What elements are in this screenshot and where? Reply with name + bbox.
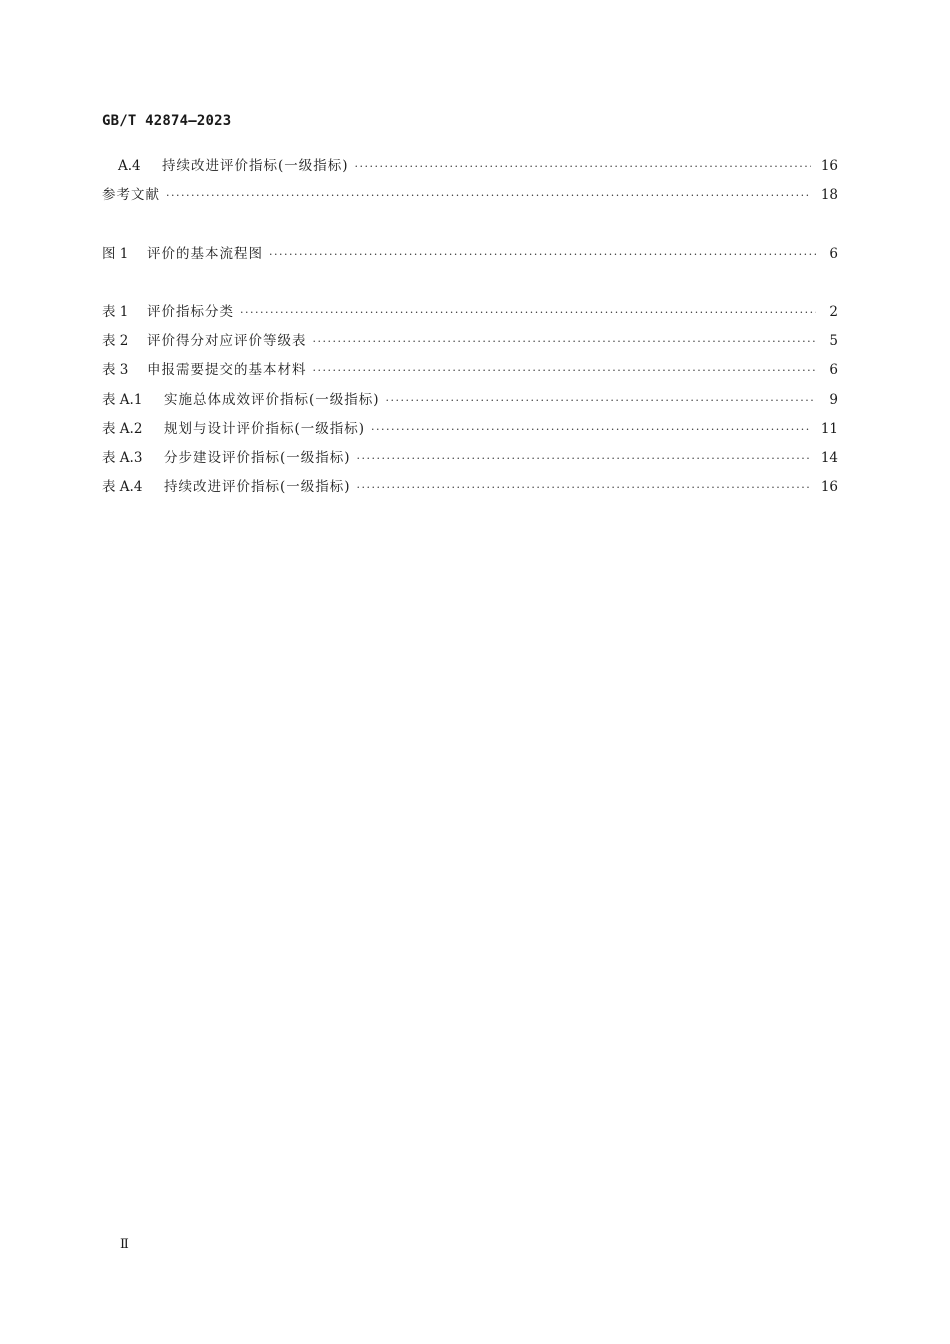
toc-entry-number: 表 A.4 — [102, 479, 143, 496]
toc-entry-references[interactable] — [102, 184, 838, 213]
toc-dot-leader — [357, 448, 811, 470]
toc-entry-page: 9 — [829, 391, 838, 408]
toc-dot-leader — [313, 360, 817, 382]
toc-entry-page: 6 — [829, 245, 838, 262]
toc-entry-figure-1[interactable] — [102, 243, 838, 272]
toc-dot-leader — [386, 390, 816, 412]
toc-entry-number: 表 3 — [102, 362, 129, 379]
toc-entry-title: 实施总体成效评价指标(一级指标) — [164, 391, 380, 408]
toc-dot-leader — [355, 156, 811, 178]
toc-entry-number: A.4 — [118, 158, 141, 174]
toc-dot-leader — [240, 302, 816, 324]
toc-entry-appendix-a4[interactable] — [102, 155, 838, 184]
toc-entry-number: 表 2 — [102, 333, 129, 350]
toc-entry-page: 2 — [829, 303, 838, 320]
toc-entry-title: 持续改进评价指标(一级指标) — [164, 479, 351, 496]
toc-entry-page: 6 — [829, 362, 838, 379]
toc-entry-title: 评价得分对应评价等级表 — [147, 333, 307, 350]
toc-entry-page: 14 — [820, 449, 838, 466]
toc-entry-page: 11 — [820, 420, 838, 437]
toc-entry-number: 表 A.3 — [102, 449, 143, 466]
toc-dot-leader — [269, 244, 816, 266]
document-code: GB/T 42874—2023 — [102, 113, 232, 129]
toc-dot-leader — [166, 185, 811, 207]
toc-entry-table-a4[interactable] — [102, 476, 838, 505]
toc-entry-number: 图 1 — [102, 245, 129, 262]
toc-entry-number: 表 1 — [102, 303, 129, 320]
toc-entry-table-a2[interactable] — [102, 418, 838, 447]
toc-entry-page: 16 — [820, 479, 838, 496]
toc-entry-page: 5 — [829, 333, 838, 350]
table-of-contents — [102, 155, 838, 505]
toc-dot-leader — [371, 419, 811, 441]
toc-entry-title: 申报需要提交的基本材料 — [147, 362, 307, 379]
toc-entry-title: 参考文献 — [102, 187, 160, 204]
toc-entry-table-3[interactable] — [102, 359, 838, 388]
toc-entry-table-a1[interactable] — [102, 389, 838, 418]
toc-entry-title: 规划与设计评价指标(一级指标) — [164, 420, 366, 437]
toc-entry-page: 18 — [820, 187, 838, 204]
toc-entry-title: 持续改进评价指标(一级指标) — [162, 158, 349, 174]
toc-entry-table-2[interactable] — [102, 330, 838, 359]
page-number: Ⅱ — [120, 1237, 129, 1252]
toc-entry-title: 评价的基本流程图 — [147, 245, 263, 262]
toc-entry-title: 分步建设评价指标(一级指标) — [164, 449, 351, 466]
toc-dot-leader — [313, 331, 817, 353]
toc-entry-page: 16 — [820, 158, 838, 174]
toc-entry-number: 表 A.2 — [102, 420, 143, 437]
toc-entry-number: 表 A.1 — [102, 391, 143, 408]
toc-entry-table-1[interactable] — [102, 301, 838, 330]
toc-dot-leader — [357, 477, 811, 499]
toc-entry-table-a3[interactable] — [102, 447, 838, 476]
toc-entry-title: 评价指标分类 — [147, 303, 234, 320]
